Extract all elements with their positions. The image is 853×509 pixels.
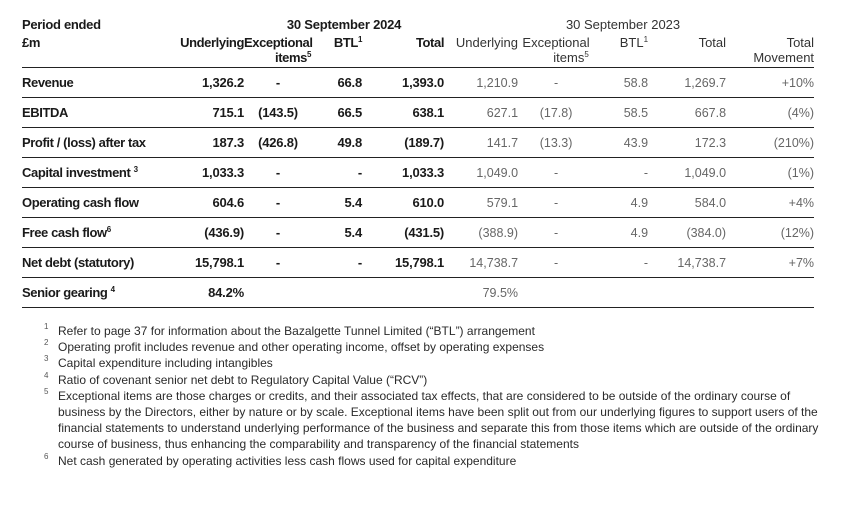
col-2024-exceptional-line1: Exceptional bbox=[244, 35, 313, 50]
cell-total-2024: (431.5) bbox=[362, 218, 444, 248]
cell-underlying-2024: 15,798.1 bbox=[172, 248, 244, 278]
col-2024-exceptional-line2: items bbox=[274, 50, 307, 65]
table-row bbox=[22, 218, 814, 248]
col-total-movement bbox=[728, 32, 814, 68]
cell-exceptional-2023 bbox=[518, 278, 594, 308]
cell-exceptional-2023: (17.8) bbox=[518, 98, 594, 128]
cell-underlying-2023: 579.1 bbox=[444, 188, 518, 218]
cell-underlying-2023: (388.9) bbox=[444, 218, 518, 248]
cell-total-2024: 610.0 bbox=[362, 188, 444, 218]
table-row bbox=[22, 68, 814, 98]
col-2023-exceptional-sup: 5 bbox=[584, 50, 589, 59]
cell-exceptional-2023: - bbox=[518, 218, 594, 248]
cell-exceptional-2023: - bbox=[518, 158, 594, 188]
footnote-item bbox=[44, 339, 824, 355]
cell-exceptional-2023: - bbox=[518, 68, 594, 98]
cell-exceptional-2024: - bbox=[244, 218, 312, 248]
col-2024-btl-sup: 1 bbox=[357, 35, 362, 44]
cell-movement: (1%) bbox=[728, 158, 814, 188]
cell-btl-2023: 4.9 bbox=[594, 218, 654, 248]
row-label bbox=[22, 98, 172, 128]
cell-btl-2024: - bbox=[312, 248, 362, 278]
financial-summary-table bbox=[22, 12, 814, 308]
cell-underlying-2024: 1,033.3 bbox=[172, 158, 244, 188]
footnote-text: Capital expenditure including intangibles bbox=[58, 356, 273, 371]
cell-underlying-2024: (436.9) bbox=[172, 218, 244, 248]
cell-total-2023: 14,738.7 bbox=[654, 248, 728, 278]
cell-total-2023: 667.8 bbox=[654, 98, 728, 128]
footnote-item bbox=[44, 388, 824, 453]
footnote-marker: 1 bbox=[44, 322, 49, 331]
cell-btl-2024: 66.5 bbox=[312, 98, 362, 128]
cell-btl-2023: - bbox=[594, 158, 654, 188]
footnote-marker: 3 bbox=[44, 354, 49, 364]
cell-underlying-2024: 604.6 bbox=[172, 188, 244, 218]
cell-btl-2024: 5.4 bbox=[312, 218, 362, 248]
table-row bbox=[22, 278, 814, 308]
cell-btl-2024 bbox=[312, 278, 362, 308]
cell-movement: +7% bbox=[728, 248, 814, 278]
cell-underlying-2023: 14,738.7 bbox=[444, 248, 518, 278]
group-header-2023: 30 September 2023 bbox=[565, 17, 681, 32]
footnote-item bbox=[44, 453, 824, 469]
cell-total-2023: (384.0) bbox=[654, 218, 728, 248]
cell-underlying-2023: 1,210.9 bbox=[444, 68, 518, 98]
col-2024-btl-text: BTL bbox=[333, 35, 358, 50]
cell-total-2023: 1,049.0 bbox=[654, 158, 728, 188]
col-2023-exceptional bbox=[518, 32, 594, 68]
financial-summary-table-container bbox=[22, 12, 814, 308]
cell-exceptional-2023: (13.3) bbox=[518, 128, 594, 158]
cell-movement: (210%) bbox=[728, 128, 814, 158]
footnote-marker: 6 bbox=[44, 451, 49, 461]
row-label-text: Operating cash flow bbox=[22, 195, 139, 210]
cell-btl-2023: 58.8 bbox=[594, 68, 654, 98]
cell-total-2024: 638.1 bbox=[362, 98, 444, 128]
col-2023-btl-sup: 1 bbox=[643, 35, 649, 44]
footnote-text: Refer to page 37 for information about the Bazalgette Tunnel Limited (“BTL”) arrangement bbox=[58, 324, 535, 338]
footnote-item bbox=[44, 323, 824, 339]
cell-exceptional-2023: - bbox=[518, 188, 594, 218]
row-label-text: Net debt (statutory) bbox=[22, 255, 134, 270]
cell-btl-2023: 4.9 bbox=[594, 188, 654, 218]
col-2023-total: Total bbox=[654, 32, 728, 68]
footnote-text: Exceptional items are those charges or credits, and their associated tax effects, that are considered to be outside of the ordinary course of business by the Directors, either by nature or by scale. Exceptional items have been split out from our underlying figures to support users of the financial statements to understand underlying performance of the business and separate this from those items which are outside of the ordinary course of business, thus enhancing the comparability and transparency of the financial statements bbox=[58, 388, 819, 452]
cell-exceptional-2024 bbox=[244, 278, 312, 308]
cell-btl-2023: - bbox=[594, 248, 654, 278]
row-label-text: Free cash flow bbox=[22, 225, 107, 240]
row-label-text: Capital investment bbox=[22, 165, 131, 180]
cell-btl-2023: 58.5 bbox=[594, 98, 654, 128]
col-2023-btl bbox=[594, 32, 654, 68]
cell-exceptional-2024: - bbox=[244, 248, 312, 278]
col-2023-exceptional-line2: items bbox=[553, 50, 585, 65]
row-label bbox=[22, 278, 172, 308]
cell-btl-2024: 49.8 bbox=[312, 128, 362, 158]
cell-exceptional-2024: - bbox=[244, 188, 312, 218]
row-label bbox=[22, 128, 172, 158]
table-row bbox=[22, 188, 814, 218]
row-label bbox=[22, 158, 172, 188]
footnote-text: Ratio of covenant senior net debt to Regulatory Capital Value (“RCV”) bbox=[58, 372, 428, 387]
row-label bbox=[22, 68, 172, 98]
table-row bbox=[22, 248, 814, 278]
cell-btl-2024: 66.8 bbox=[312, 68, 362, 98]
col-2023-btl-text: BTL bbox=[619, 35, 644, 50]
row-label bbox=[22, 188, 172, 218]
table-row bbox=[22, 98, 814, 128]
header-row-columns bbox=[22, 32, 814, 68]
footnote-marker: 5 bbox=[44, 386, 49, 396]
footnote-item bbox=[44, 355, 824, 371]
cell-underlying-2024: 1,326.2 bbox=[172, 68, 244, 98]
col-total-movement-line1: Total bbox=[786, 35, 815, 50]
row-label-text: Profit / (loss) after tax bbox=[22, 135, 146, 150]
cell-movement: (12%) bbox=[728, 218, 814, 248]
footnote-marker: 2 bbox=[44, 338, 49, 348]
col-2023-underlying: Underlying bbox=[444, 32, 518, 68]
cell-underlying-2023: 1,049.0 bbox=[444, 158, 518, 188]
col-total-movement-line2: Movement bbox=[753, 50, 815, 65]
table-body bbox=[22, 68, 814, 308]
table-row bbox=[22, 128, 814, 158]
cell-underlying-2023: 79.5% bbox=[444, 278, 518, 308]
group-header-2024: 30 September 2024 bbox=[286, 17, 402, 32]
table-row bbox=[22, 158, 814, 188]
cell-underlying-2024: 84.2% bbox=[172, 278, 244, 308]
row-label bbox=[22, 248, 172, 278]
cell-total-2024: (189.7) bbox=[362, 128, 444, 158]
cell-total-2024: 1,393.0 bbox=[362, 68, 444, 98]
cell-total-2023: 1,269.7 bbox=[654, 68, 728, 98]
footnote-text: Net cash generated by operating activities less cash flows used for capital expenditure bbox=[58, 453, 517, 468]
cell-exceptional-2024: - bbox=[244, 68, 312, 98]
cell-underlying-2023: 141.7 bbox=[444, 128, 518, 158]
cell-underlying-2024: 187.3 bbox=[172, 128, 244, 158]
col-2024-total: Total bbox=[362, 32, 444, 68]
cell-btl-2024: 5.4 bbox=[312, 188, 362, 218]
row-label-text: Revenue bbox=[22, 75, 74, 90]
col-2024-btl bbox=[312, 32, 362, 68]
cell-exceptional-2023: - bbox=[518, 248, 594, 278]
cell-exceptional-2024: (143.5) bbox=[244, 98, 312, 128]
footnote-text: Operating profit includes revenue and other operating income, offset by operating expenses bbox=[58, 340, 545, 355]
cell-exceptional-2024: (426.8) bbox=[244, 128, 312, 158]
row-label bbox=[22, 218, 172, 248]
cell-movement: (4%) bbox=[728, 98, 814, 128]
cell-total-2024 bbox=[362, 278, 444, 308]
currency-label: £m bbox=[22, 32, 172, 68]
cell-exceptional-2024: - bbox=[244, 158, 312, 188]
cell-btl-2023: 43.9 bbox=[594, 128, 654, 158]
cell-total-2023 bbox=[654, 278, 728, 308]
cell-total-2023: 584.0 bbox=[654, 188, 728, 218]
cell-underlying-2024: 715.1 bbox=[172, 98, 244, 128]
cell-movement bbox=[728, 278, 814, 308]
cell-btl-2024: - bbox=[312, 158, 362, 188]
footnote-marker: 4 bbox=[44, 370, 49, 380]
cell-movement: +10% bbox=[728, 68, 814, 98]
col-2024-exceptional bbox=[244, 32, 312, 68]
period-label: Period ended bbox=[22, 17, 101, 32]
footnotes bbox=[44, 323, 824, 469]
row-label-footnote-ref: 4 bbox=[110, 285, 115, 294]
col-2024-exceptional-sup: 5 bbox=[306, 50, 312, 59]
cell-total-2024: 1,033.3 bbox=[362, 158, 444, 188]
col-2023-exceptional-line1: Exceptional bbox=[522, 35, 590, 50]
cell-total-2023: 172.3 bbox=[654, 128, 728, 158]
col-2024-underlying: Underlying bbox=[172, 32, 244, 68]
cell-movement: +4% bbox=[728, 188, 814, 218]
cell-btl-2023 bbox=[594, 278, 654, 308]
row-label-footnote-ref: 3 bbox=[133, 165, 138, 174]
row-label-footnote-ref: 6 bbox=[106, 225, 111, 234]
row-label-text: Senior gearing bbox=[22, 285, 108, 300]
header-row-period bbox=[22, 12, 814, 32]
cell-underlying-2023: 627.1 bbox=[444, 98, 518, 128]
footnote-item bbox=[44, 372, 824, 388]
row-label-text: EBITDA bbox=[22, 105, 68, 120]
cell-total-2024: 15,798.1 bbox=[362, 248, 444, 278]
